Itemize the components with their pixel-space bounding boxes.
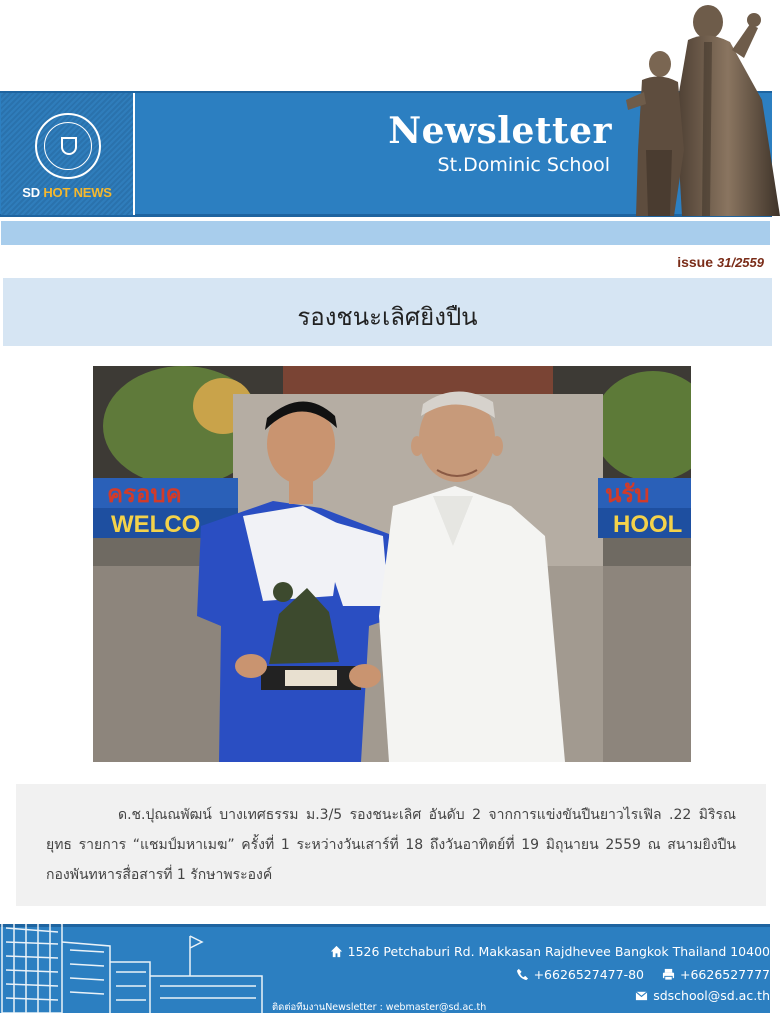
footer-address: 1526 Petchaburi Rd. Makkasan Rajdhevee Bangkok Thailand 10400 xyxy=(330,944,770,959)
banner-thai-right: นรับ xyxy=(605,481,650,508)
footer-phones: +6626527477-80 +6626527777 xyxy=(516,967,770,982)
school-seal-icon xyxy=(35,113,101,179)
logo-caption: SD HOT NEWS xyxy=(22,185,112,200)
newsletter-subtitle: St.Dominic School xyxy=(437,154,610,176)
footer-contact: ติดต่อทีมงานNewsletter : webmaster@sd.ac.th xyxy=(272,1002,487,1013)
school-building-icon xyxy=(0,906,300,1013)
headline-box xyxy=(3,278,772,346)
mail-icon xyxy=(635,989,648,1002)
statue-image xyxy=(612,0,784,218)
headline: รองชนะเลิศยิงปืน xyxy=(297,303,478,331)
award-photo xyxy=(93,366,691,762)
home-icon xyxy=(330,945,343,958)
article-body: ด.ช.ปุณณพัฒน์ บางเทศธรรม ม.3/5 รองชนะเลิศ อันดับ 2 จากการแข่งขันปืนยาวไรเฟิล .22 มิริรณยุทธ รายการ “แชมป์มหาเมฆ” ครั้งที่ 1 ระหว่างวันเสาร์ที่ 18 ถึงวันอาทิตย์ที่ 19 มิถุนายน 2559 ณ สนามยิงปืน กองพันทหารสื่อสารที่ 1 รักษาพระองค์ xyxy=(46,807,736,883)
footer-email: sdschool@sd.ac.th xyxy=(635,988,770,1003)
issue-number: issue 31/2559 xyxy=(677,254,764,270)
school-logo xyxy=(1,93,135,215)
phone-icon xyxy=(516,968,529,981)
banner-welcome-left: WELCO xyxy=(111,511,201,538)
fax-icon xyxy=(662,968,675,981)
header-accent-band xyxy=(1,221,770,245)
newsletter-title: Newsletter xyxy=(388,110,612,152)
banner-welcome-right: HOOL xyxy=(613,511,683,538)
article-body-box xyxy=(16,784,766,906)
banner-thai-left: ครอบค xyxy=(107,481,182,508)
